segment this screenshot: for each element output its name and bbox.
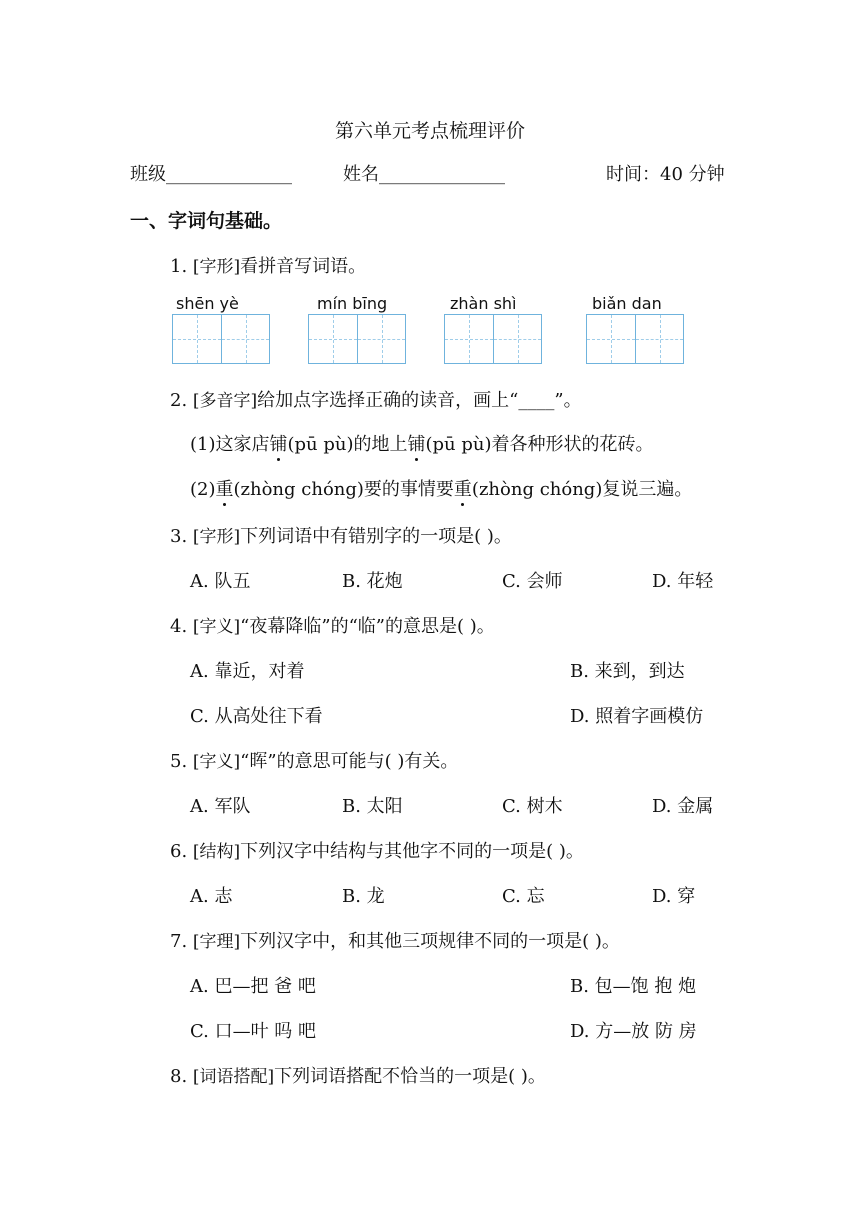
writing-grid-4[interactable]	[586, 314, 684, 364]
option-c[interactable]: C. 从高处往下看	[190, 706, 323, 727]
question-tag: [多音字]	[192, 391, 258, 411]
option-a[interactable]: A. 巴—把 爸 吧	[190, 976, 316, 997]
question-5	[170, 747, 458, 773]
sentence-text: (zhòng chóng)要的事情要	[233, 479, 454, 500]
sentence-1	[190, 430, 654, 456]
option-d[interactable]: D. 照着字画模仿	[570, 706, 704, 727]
question-number: 1.	[170, 256, 193, 277]
option-b[interactable]: B. 包—饱 抱 炮	[570, 976, 697, 997]
writing-grid-2[interactable]	[308, 314, 406, 364]
option-a[interactable]: A. 军队	[190, 796, 251, 817]
option-b[interactable]: B. 龙	[342, 886, 385, 907]
question-text: “晖”的意思可能与( )有关。	[240, 751, 459, 772]
question-7	[170, 927, 620, 953]
sentence-text: (pū pù)着各种形状的花砖。	[425, 434, 654, 455]
question-1	[170, 252, 366, 278]
question-tag: [词语搭配]	[192, 1067, 275, 1087]
question-text: 看拼音写词语。	[240, 256, 367, 277]
dotted-char: 铺	[408, 430, 426, 456]
option-c[interactable]: C. 口—叶 吗 吧	[190, 1021, 317, 1042]
option-d[interactable]: D. 穿	[652, 886, 696, 907]
sentence-text: (1)这家店	[190, 434, 270, 455]
option-a[interactable]: A. 靠近，对着	[190, 661, 305, 682]
question-tag: [字形]	[192, 257, 241, 277]
dotted-char: 重	[216, 475, 234, 501]
sentence-text: (pū pù)的地上	[287, 434, 408, 455]
question-text: “夜幕降临”的“临”的意思是( )。	[240, 616, 495, 637]
writing-grid-1[interactable]	[172, 314, 270, 364]
question-number: 2.	[170, 390, 193, 411]
question-number: 4.	[170, 616, 193, 637]
pinyin-2: mín bīng	[317, 294, 388, 313]
option-d[interactable]: D. 方—放 防 房	[570, 1021, 697, 1042]
question-tag: [字理]	[192, 932, 241, 952]
question-text: 下列汉字中结构与其他字不同的一项是( )。	[240, 841, 584, 862]
pinyin-3: zhàn shì	[450, 294, 517, 313]
question-number: 5.	[170, 751, 193, 772]
dotted-char: 重	[454, 475, 472, 501]
question-3	[170, 522, 512, 548]
option-b[interactable]: B. 太阳	[342, 796, 403, 817]
question-number: 7.	[170, 931, 193, 952]
option-b[interactable]: B. 花炮	[342, 571, 403, 592]
question-tag: [结构]	[192, 842, 241, 862]
name-field[interactable]: 姓名______________	[343, 164, 505, 185]
sentence-text: (2)	[190, 479, 216, 500]
question-number: 8.	[170, 1066, 193, 1087]
option-a[interactable]: A. 志	[190, 886, 233, 907]
question-number: 3.	[170, 526, 193, 547]
pinyin-1: shēn yè	[176, 294, 239, 313]
question-text: 给加点字选择正确的读音，画上“____”。	[257, 390, 582, 411]
question-4	[170, 612, 495, 638]
page-title: 第六单元考点梳理评价	[334, 120, 525, 142]
question-number: 6.	[170, 841, 193, 862]
dotted-char: 铺	[270, 430, 288, 456]
option-c[interactable]: C. 忘	[502, 886, 545, 907]
option-a[interactable]: A. 队五	[190, 571, 251, 592]
question-tag: [字义]	[192, 752, 241, 772]
question-2	[170, 386, 582, 412]
question-6	[170, 837, 584, 863]
question-text: 下列词语搭配不恰当的一项是( )。	[274, 1066, 546, 1087]
class-field[interactable]: 班级______________	[130, 164, 292, 185]
option-b[interactable]: B. 来到，到达	[570, 661, 685, 682]
option-c[interactable]: C. 会师	[502, 571, 563, 592]
question-text: 下列汉字中，和其他三项规律不同的一项是( )。	[240, 931, 620, 952]
option-d[interactable]: D. 年轻	[652, 571, 714, 592]
option-d[interactable]: D. 金属	[652, 796, 714, 817]
question-tag: [字义]	[192, 617, 241, 637]
question-text: 下列词语中有错别字的一项是( )。	[240, 526, 512, 547]
section-heading: 一、字词句基础。	[130, 210, 283, 232]
question-tag: [字形]	[192, 527, 241, 547]
time-label: 时间：40 分钟	[606, 164, 725, 185]
sentence-2	[190, 475, 692, 501]
writing-grid-3[interactable]	[444, 314, 542, 364]
option-c[interactable]: C. 树木	[502, 796, 563, 817]
pinyin-4: biǎn dan	[592, 294, 662, 313]
sentence-text: (zhòng chóng)复说三遍。	[471, 479, 693, 500]
question-8	[170, 1062, 546, 1088]
